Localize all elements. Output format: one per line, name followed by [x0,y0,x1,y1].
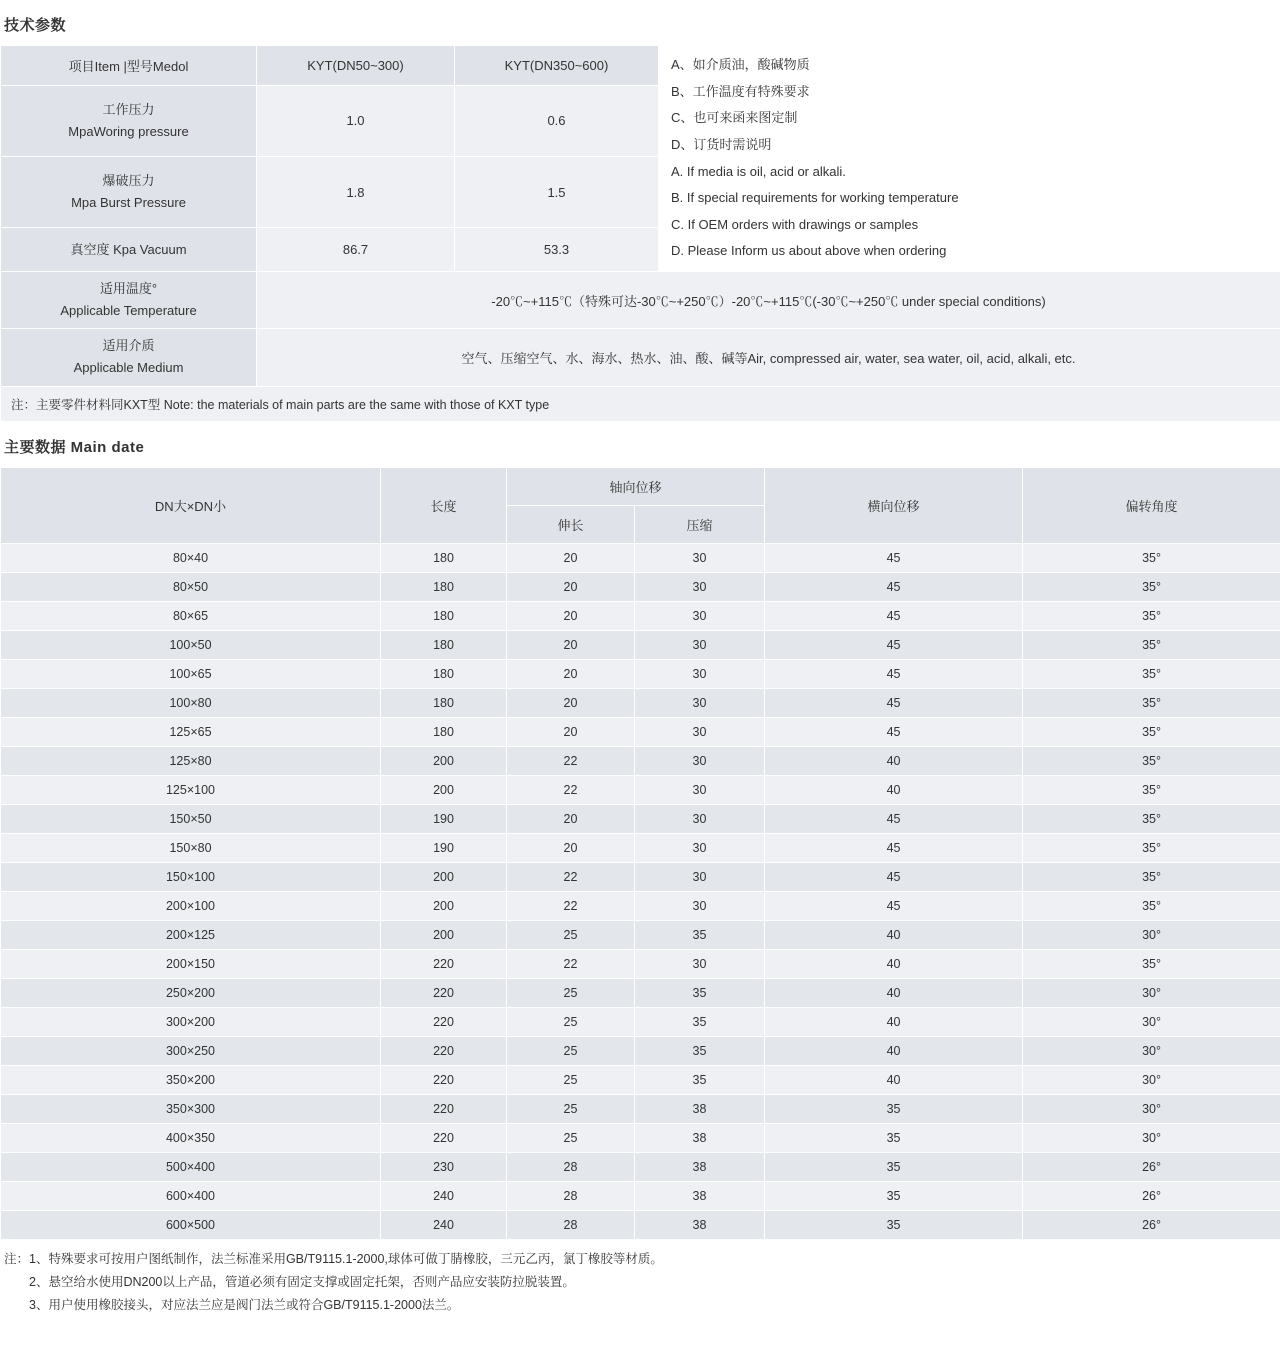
tech-header-col1: KYT(DN50~300) [257,46,455,86]
cell-angle: 35° [1023,804,1280,833]
table-row [1,833,1280,862]
cell-length: 200 [381,862,507,891]
table-row [1,1007,1280,1036]
cell-extend: 28 [507,1181,635,1210]
vacuum-v2: 53.3 [455,228,659,272]
table-row [1,775,1280,804]
cell-dn: 125×65 [1,717,381,746]
table-row [1,862,1280,891]
cell-lateral: 35 [765,1210,1023,1239]
cell-angle: 35° [1023,601,1280,630]
cell-extend: 22 [507,891,635,920]
cell-angle: 35° [1023,775,1280,804]
note-cn-1: B、工作温度有特殊要求 [671,83,810,99]
working-pressure-v1: 1.0 [257,85,455,156]
label-en: Applicable Temperature [60,303,197,319]
cell-lateral: 45 [765,543,1023,572]
cell-compress: 35 [635,1065,765,1094]
cell-dn: 150×100 [1,862,381,891]
cell-lateral: 45 [765,891,1023,920]
cell-extend: 22 [507,746,635,775]
note-cn-2: C、也可来函来图定制 [671,110,798,126]
cell-extend: 25 [507,978,635,1007]
cell-extend: 25 [507,1036,635,1065]
cell-compress: 30 [635,572,765,601]
cell-length: 220 [381,1036,507,1065]
cell-dn: 300×250 [1,1036,381,1065]
cell-angle: 35° [1023,543,1280,572]
cell-dn: 600×400 [1,1181,381,1210]
cell-angle: 26° [1023,1181,1280,1210]
cell-dn: 200×100 [1,891,381,920]
cell-length: 180 [381,572,507,601]
cell-length: 220 [381,1123,507,1152]
label-cn: 爆破压力 [102,173,155,189]
cell-compress: 38 [635,1094,765,1123]
tech-notes-cell [659,46,1280,272]
cell-extend: 20 [507,804,635,833]
note-cn-0: A、如介质油，酸碱物质 [671,57,810,72]
burst-pressure-v1: 1.8 [257,157,455,228]
footnote-2: 2、悬空给水使用DN200以上产品，管道必须有固定支撑或固定托架，否则产品应安装防拉脱装置。 [4,1274,575,1289]
cell-lateral: 40 [765,920,1023,949]
col-header-lateral: 横向位移 [765,467,1023,543]
cell-length: 200 [381,891,507,920]
cell-lateral: 45 [765,717,1023,746]
cell-lateral: 45 [765,688,1023,717]
cell-lateral: 35 [765,1094,1023,1123]
main-data-table [0,467,1280,1240]
col-header-length: 长度 [381,467,507,543]
cell-lateral: 40 [765,746,1023,775]
tech-header-col2: KYT(DN350~600) [455,46,659,86]
table-row [1,1065,1280,1094]
cell-length: 200 [381,746,507,775]
cell-dn: 100×65 [1,659,381,688]
cell-dn: 500×400 [1,1152,381,1181]
table-row [1,1210,1280,1239]
cell-extend: 20 [507,572,635,601]
table-row [1,804,1280,833]
label-en: Mpa Burst Pressure [71,195,186,211]
table-row [1,746,1280,775]
table-row [1,1036,1280,1065]
cell-extend: 25 [507,1007,635,1036]
table-row [1,572,1280,601]
cell-length: 180 [381,688,507,717]
label-en: MpaWoring pressure [68,123,189,139]
cell-compress: 38 [635,1181,765,1210]
cell-dn: 80×65 [1,601,381,630]
cell-compress: 35 [635,1007,765,1036]
cell-angle: 35° [1023,659,1280,688]
cell-dn: 150×80 [1,833,381,862]
cell-dn: 600×500 [1,1210,381,1239]
cell-dn: 300×200 [1,1007,381,1036]
cell-angle: 35° [1023,833,1280,862]
cell-compress: 35 [635,920,765,949]
cell-lateral: 35 [765,1181,1023,1210]
cell-extend: 20 [507,543,635,572]
cell-angle: 26° [1023,1152,1280,1181]
cell-lateral: 45 [765,862,1023,891]
cell-extend: 20 [507,630,635,659]
cell-length: 180 [381,543,507,572]
note-en-2: C. If OEM orders with drawings or samples [671,216,919,232]
table-row [1,1094,1280,1123]
table-row [1,630,1280,659]
cell-compress: 30 [635,543,765,572]
tech-params-table [0,45,1280,422]
table-row [1,1181,1280,1210]
cell-dn: 100×50 [1,630,381,659]
cell-lateral: 35 [765,1152,1023,1181]
cell-angle: 35° [1023,630,1280,659]
row-label-medium [1,329,257,386]
cell-angle: 35° [1023,862,1280,891]
cell-lateral: 45 [765,572,1023,601]
note-en-3: D. Please Inform us about above when ordering [671,243,947,259]
table-row [1,46,1280,86]
cell-dn: 150×50 [1,804,381,833]
cell-lateral: 40 [765,1007,1023,1036]
cell-length: 240 [381,1181,507,1210]
label-en: Applicable Medium [73,360,184,376]
cell-angle: 26° [1023,1210,1280,1239]
cell-length: 180 [381,659,507,688]
cell-length: 180 [381,717,507,746]
table-row [1,688,1280,717]
cell-angle: 30° [1023,1007,1280,1036]
row-label-working-pressure [1,85,257,156]
tech-footnote: 注：主要零件材料同KXT型 Note: the materials of main parts are the same with those of KXT type [1,386,1280,421]
cell-compress: 30 [635,775,765,804]
label-cn: 适用温度° [99,281,158,297]
table-row [1,1152,1280,1181]
cell-length: 220 [381,978,507,1007]
cell-length: 200 [381,775,507,804]
cell-length: 190 [381,833,507,862]
footnote-1: 注：1、特殊要求可按用户图纸制作，法兰标准采用GB/T9115.1-2000,球体可做丁腈橡胶，三元乙丙，氯丁橡胶等材质。 [4,1251,663,1266]
working-pressure-v2: 0.6 [455,85,659,156]
cell-compress: 30 [635,601,765,630]
table-row [1,949,1280,978]
cell-compress: 30 [635,862,765,891]
note-en-0: A. If media is oil, acid or alkali. [671,163,846,179]
cell-compress: 30 [635,891,765,920]
cell-compress: 30 [635,746,765,775]
col-header-extend: 伸长 [507,505,635,543]
cell-extend: 22 [507,862,635,891]
cell-extend: 25 [507,1094,635,1123]
cell-angle: 35° [1023,891,1280,920]
cell-length: 190 [381,804,507,833]
table-row [1,717,1280,746]
cell-extend: 25 [507,920,635,949]
cell-compress: 30 [635,688,765,717]
cell-length: 220 [381,1007,507,1036]
cell-lateral: 40 [765,949,1023,978]
burst-pressure-v2: 1.5 [455,157,659,228]
cell-extend: 20 [507,717,635,746]
cell-angle: 35° [1023,688,1280,717]
cell-lateral: 45 [765,804,1023,833]
cell-extend: 22 [507,775,635,804]
cell-length: 200 [381,920,507,949]
col-header-dn: DN大×DN小 [1,467,381,543]
row-label-burst-pressure [1,157,257,228]
cell-dn: 200×150 [1,949,381,978]
table-row [1,1123,1280,1152]
cell-lateral: 40 [765,978,1023,1007]
cell-extend: 28 [507,1210,635,1239]
table-row [1,272,1280,329]
cell-length: 220 [381,1065,507,1094]
cell-angle: 30° [1023,978,1280,1007]
table-header-row [1,467,1280,505]
tech-header-item: 项目Item |型号Medol [1,46,257,86]
table-row [1,601,1280,630]
cell-dn: 125×80 [1,746,381,775]
cell-lateral: 45 [765,630,1023,659]
col-header-axial: 轴向位移 [507,467,765,505]
footnote-3: 3、用户使用橡胶接头，对应法兰应是阀门法兰或符合GB/T9115.1-2000法兰。 [4,1297,460,1312]
cell-angle: 30° [1023,920,1280,949]
cell-dn: 80×40 [1,543,381,572]
vacuum-v1: 86.7 [257,228,455,272]
cell-compress: 38 [635,1210,765,1239]
cell-extend: 20 [507,601,635,630]
cell-compress: 30 [635,659,765,688]
cell-compress: 30 [635,949,765,978]
cell-dn: 80×50 [1,572,381,601]
medium-value: 空气、压缩空气、水、海水、热水、油、酸、碱等Air, compressed air, water, sea water, oil, acid, alkali, etc. [257,329,1280,386]
cell-angle: 30° [1023,1065,1280,1094]
cell-compress: 38 [635,1152,765,1181]
note-cn-3: D、订货时需说明 [671,136,772,152]
cell-extend: 22 [507,949,635,978]
cell-extend: 28 [507,1152,635,1181]
temperature-value: -20℃~+115℃（特殊可达-30℃~+250℃）-20℃~+115℃(-30℃~+250℃ under special conditions) [257,272,1280,329]
cell-length: 220 [381,949,507,978]
cell-lateral: 45 [765,659,1023,688]
cell-angle: 30° [1023,1094,1280,1123]
cell-lateral: 40 [765,775,1023,804]
cell-length: 180 [381,630,507,659]
cell-angle: 35° [1023,717,1280,746]
cell-extend: 20 [507,833,635,862]
table-row [1,659,1280,688]
cell-lateral: 40 [765,1065,1023,1094]
col-header-angle: 偏转角度 [1023,467,1280,543]
cell-extend: 20 [507,688,635,717]
table-row [1,329,1280,386]
cell-angle: 35° [1023,572,1280,601]
cell-dn: 200×125 [1,920,381,949]
cell-compress: 35 [635,1036,765,1065]
cell-extend: 25 [507,1065,635,1094]
row-label-vacuum: 真空度 Kpa Vacuum [1,228,257,272]
cell-angle: 35° [1023,746,1280,775]
cell-length: 240 [381,1210,507,1239]
note-en-1: B. If special requirements for working temperature [671,190,959,206]
cell-dn: 125×100 [1,775,381,804]
cell-length: 220 [381,1094,507,1123]
label-cn: 适用介质 [102,338,155,354]
cell-extend: 20 [507,659,635,688]
cell-length: 180 [381,601,507,630]
cell-angle: 30° [1023,1036,1280,1065]
cell-angle: 30° [1023,1123,1280,1152]
cell-compress: 38 [635,1123,765,1152]
table-row [1,543,1280,572]
cell-compress: 30 [635,804,765,833]
table-row [1,978,1280,1007]
cell-length: 230 [381,1152,507,1181]
cell-dn: 400×350 [1,1123,381,1152]
cell-compress: 30 [635,717,765,746]
cell-lateral: 35 [765,1123,1023,1152]
cell-lateral: 45 [765,833,1023,862]
cell-lateral: 40 [765,1036,1023,1065]
table-row [1,920,1280,949]
col-header-compress: 压缩 [635,505,765,543]
cell-extend: 25 [507,1123,635,1152]
cell-dn: 350×200 [1,1065,381,1094]
table-row [1,891,1280,920]
cell-compress: 30 [635,833,765,862]
cell-dn: 250×200 [1,978,381,1007]
cell-angle: 35° [1023,949,1280,978]
table-row [1,386,1280,421]
label-cn: 工作压力 [102,101,155,117]
row-label-temperature [1,272,257,329]
tech-params-title: 技术参数 [4,17,67,34]
cell-dn: 100×80 [1,688,381,717]
cell-dn: 350×300 [1,1094,381,1123]
main-data-title: 主要数据 Main date [4,438,145,456]
cell-compress: 30 [635,630,765,659]
main-data-footnotes [0,1240,1280,1329]
cell-lateral: 45 [765,601,1023,630]
cell-compress: 35 [635,978,765,1007]
